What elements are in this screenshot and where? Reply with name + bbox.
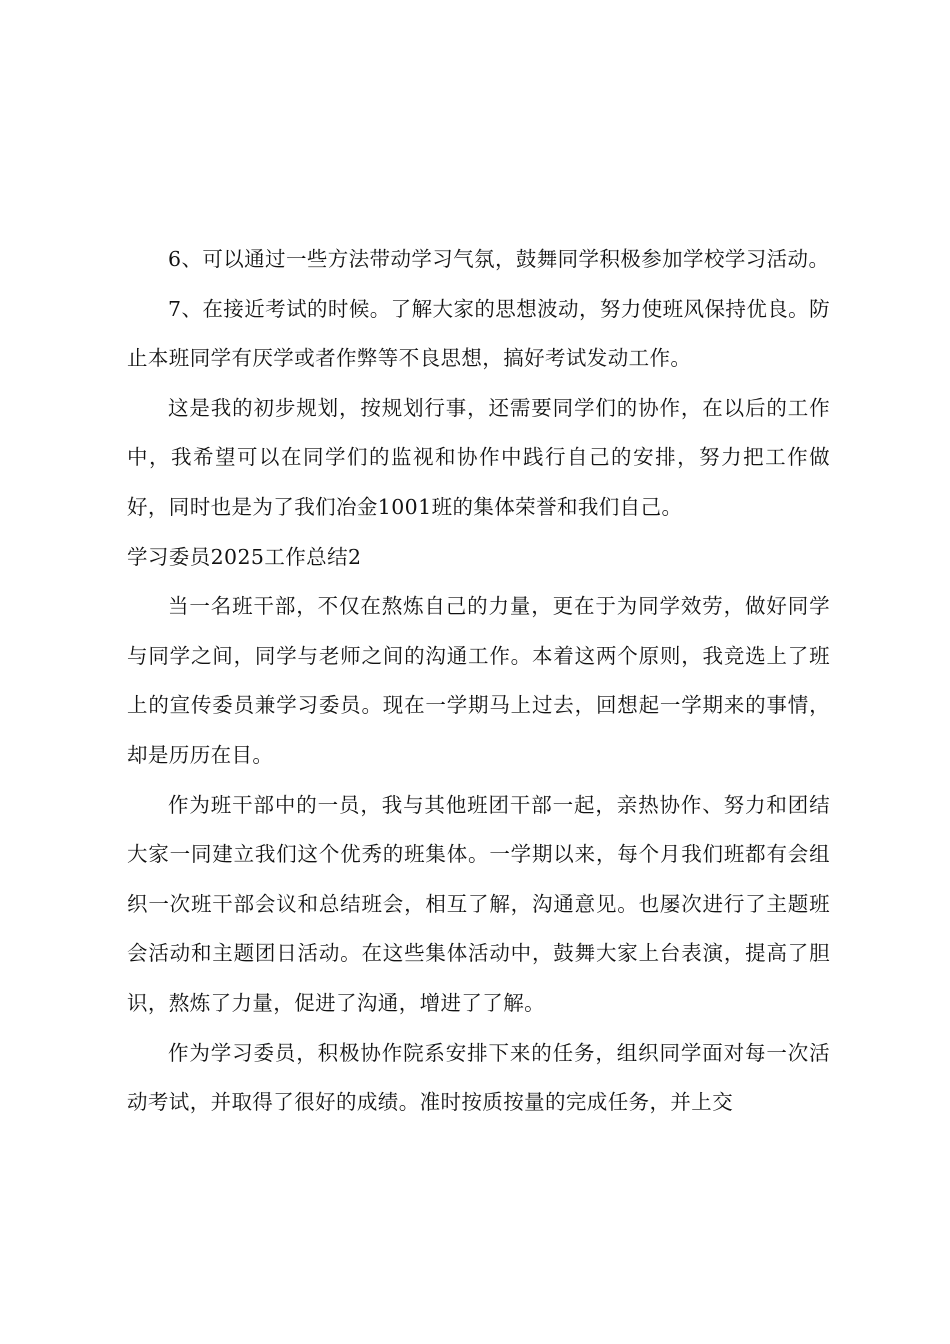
section-paragraph: 作为班干部中的一员，我与其他班团干部一起，亲热协作、努力和团结大家一同建立我们这个优秀的班集体。一学期以来，每个月我们班都有会组织一次班干部会议和总结班会，相互了解，沟通意见。也屡次进行了主题班会活动和主题团日活动。在这些集体活动中，鼓舞大家上台表演，提高了胆识，熬炼了力量，促进了沟通，增进了了解。 [127, 792, 830, 1015]
paragraph-item-6: 6、可以通过一些方法带动学习气氛，鼓舞同学积极参加学校学习活动。 [168, 247, 830, 271]
section-heading: 学习委员2025工作总结2 [127, 544, 362, 569]
paragraph-item-7: 7、在接近考试的时候。了解大家的思想波动，努力使班风保持优良。防止本班同学有厌学或者作弊等不良思想，搞好考试发动工作。 [127, 296, 830, 371]
document-body [127, 235, 830, 1128]
section-paragraph: 当一名班干部，不仅在熬炼自己的力量，更在于为同学效劳，做好同学与同学之间，同学与老师之间的沟通工作。本着这两个原则，我竞选上了班上的宣传委员兼学习委员。现在一学期马上过去，回想起一学期来的事情，却是历历在目。 [127, 594, 830, 767]
paragraph-conclusion: 这是我的初步规划，按规划行事，还需要同学们的协作，在以后的工作中，我希望可以在同学们的监视和协作中践行自己的安排，努力把工作做好，同时也是为了我们冶金1001班的集体荣誉和我们自己。 [127, 395, 830, 519]
section-paragraph: 作为学习委员，积极协作院系安排下来的任务，组织同学面对每一次活动考试，并取得了很好的成绩。准时按质按量的完成任务，并上交 [127, 1040, 830, 1115]
